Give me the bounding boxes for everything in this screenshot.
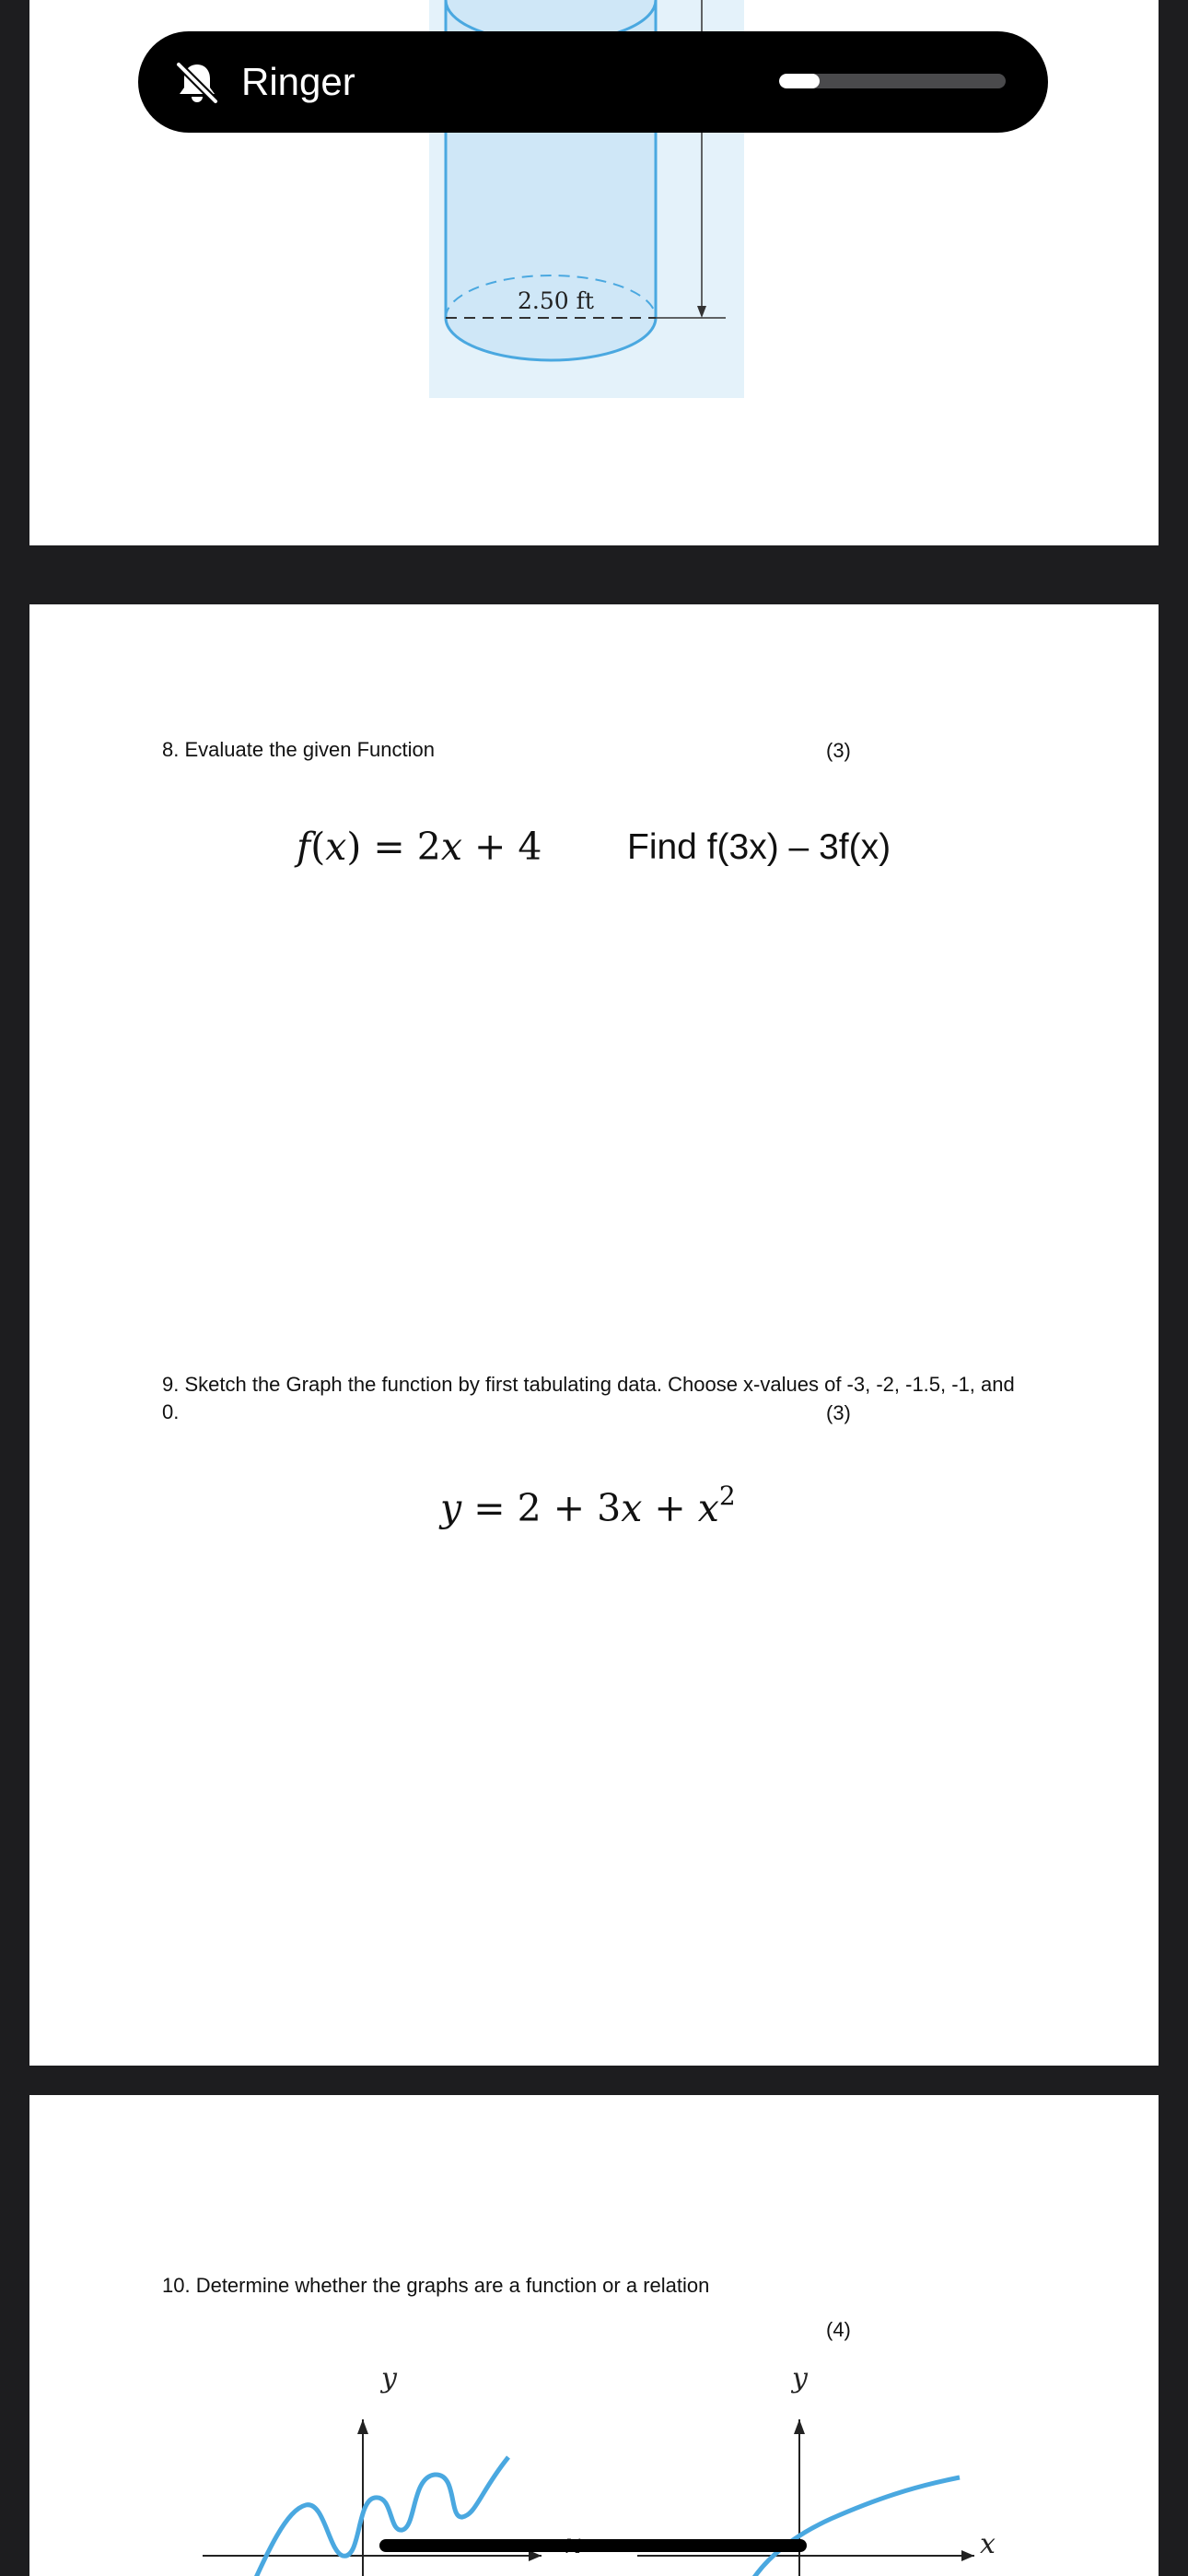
question-9-text-line1: 9. Sketch the Graph the function by first tabulating data. Choose x-values of -3, -2, -1.5, -1, and (162, 1373, 1015, 1396)
volume-slider[interactable] (779, 74, 1006, 88)
eq-rhs: = 2 (361, 825, 441, 869)
question-8-marks: (3) (826, 739, 851, 762)
eq-x2: x (697, 1486, 719, 1530)
question-9-marks: (3) (826, 1401, 851, 1424)
eq-exponent: 2 (718, 1481, 736, 1511)
question-8-text: 8. Evaluate the given Function (162, 738, 435, 761)
graph-left-y-label: y (381, 2362, 397, 2395)
question-10-text: 10. Determine whether the graphs are a function or a relation (162, 2274, 710, 2297)
curve (739, 2477, 960, 2576)
eq-y: y (440, 1486, 462, 1530)
question-9-text-line2: 0. (162, 1400, 180, 1423)
eq-x: x (621, 1486, 643, 1530)
eq-rhs-var: x (440, 825, 462, 869)
graph-right-x-label: x (980, 2528, 996, 2560)
eq-rhs-tail: + 4 (461, 825, 542, 869)
question-9-equation (440, 1481, 736, 1530)
question-10-marks: (4) (826, 2318, 851, 2341)
eq-var: x (325, 825, 347, 869)
eq-fn: f (297, 825, 311, 869)
bell-slash-icon (171, 57, 223, 109)
dimension-label: 2.50 ft (518, 287, 594, 314)
x-axis-arrow (961, 2550, 974, 2561)
document-page (29, 604, 1159, 2066)
eq-mid: = 2 + 3 (461, 1486, 622, 1530)
graph-right-y-label: y (792, 2362, 808, 2395)
document-page (29, 2095, 1159, 2576)
volume-slider-fill (779, 74, 820, 88)
curve (241, 2457, 508, 2576)
y-axis-arrow (794, 2419, 805, 2434)
y-axis-arrow (357, 2419, 368, 2434)
home-indicator[interactable] (379, 2539, 807, 2552)
eq-plus: + (642, 1486, 698, 1530)
ringer-label: Ringer (241, 60, 355, 103)
ringer-hud (138, 31, 1048, 133)
question-8-find: Find f(3x) – 3f(x) (627, 827, 891, 867)
question-8-equation: f(x) = 2x + 4 (297, 825, 542, 869)
